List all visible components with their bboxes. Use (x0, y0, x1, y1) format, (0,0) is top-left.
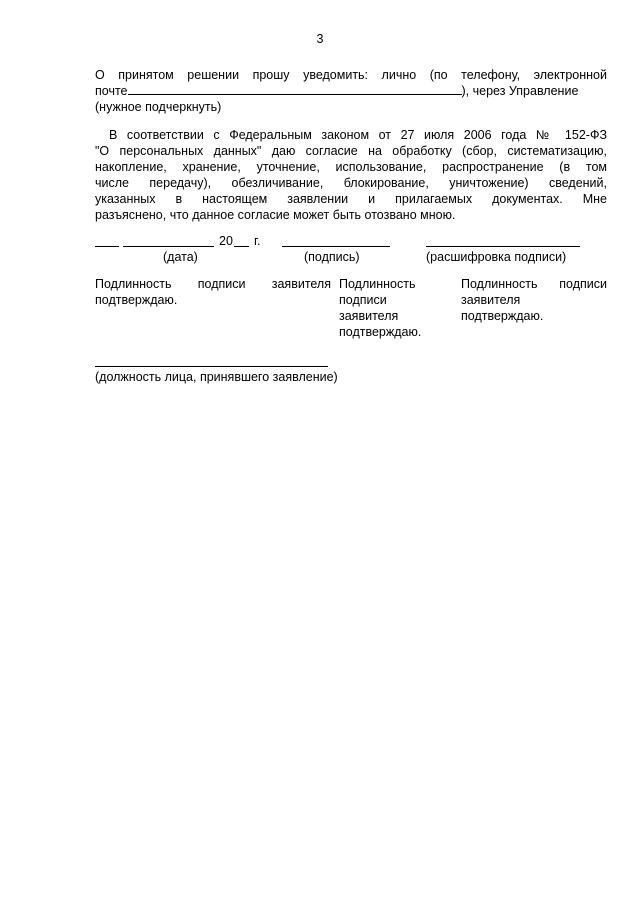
decoding-underline[interactable] (426, 246, 580, 247)
authenticity-col1-line-2: подтверждаю. (95, 293, 178, 307)
notification-paragraph (95, 67, 607, 115)
year-underline[interactable] (234, 246, 249, 247)
consent-line-1: В соответствии с Федеральным законом от 27 июля 2006 года № 152-ФЗ (109, 128, 607, 142)
consent-line-3: накопление, хранение, уточнение, использование, распространение (в том (95, 160, 607, 174)
consent-line-4: числе передачу), обезличивание, блокирование, уничтожение) сведений, (95, 176, 607, 190)
year-suffix: г. (254, 234, 261, 248)
email-underline[interactable] (128, 83, 462, 95)
authenticity-column-2 (339, 276, 449, 340)
authenticity-col2-line-1: Подлинность (339, 277, 416, 291)
notification-line-2-end: ), через Управление (461, 84, 579, 98)
day-underline[interactable] (95, 246, 119, 247)
consent-paragraph (95, 127, 607, 223)
consent-line-6: разъяснено, что данное согласие может быть отозвано мною. (95, 208, 456, 222)
official-position-caption: (должность лица, принявшего заявление) (95, 370, 338, 384)
authenticity-col1-line-1: Подлинность подписи заявителя (95, 277, 331, 291)
authenticity-col3-line-1: Подлинность подписи (461, 277, 607, 291)
signature-underline[interactable] (282, 246, 390, 247)
authenticity-col2-line-3: заявителя (339, 309, 399, 323)
year-prefix: 20 (219, 234, 233, 248)
consent-line-5: указанных в настоящем заявлении и прилагаемых документах. Мне (95, 192, 607, 206)
page-number: 3 (316, 32, 324, 46)
authenticity-column-3 (461, 276, 607, 324)
notification-line-1: О принятом решении прошу уведомить: лично (по телефону, электронной (95, 68, 607, 82)
authenticity-col3-line-2: заявителя (461, 293, 521, 307)
notification-line-2 (95, 83, 607, 99)
authenticity-col2-line-2: подписи (339, 293, 387, 307)
authenticity-column-1 (95, 276, 331, 308)
official-position-underline[interactable] (95, 366, 328, 367)
notification-hint: (нужное подчеркнуть) (95, 100, 222, 114)
authenticity-col2-line-4: подтверждаю. (339, 325, 422, 339)
decoding-caption: (расшифровка подписи) (426, 250, 567, 264)
signature-caption: (подпись) (304, 250, 360, 264)
authenticity-col3-line-3: подтверждаю. (461, 309, 544, 323)
consent-line-2: "О персональных данных" даю согласие на обработку (сбор, систематизацию, (95, 144, 607, 158)
month-underline[interactable] (123, 246, 214, 247)
email-label: почте (95, 84, 128, 98)
date-caption: (дата) (163, 250, 198, 264)
